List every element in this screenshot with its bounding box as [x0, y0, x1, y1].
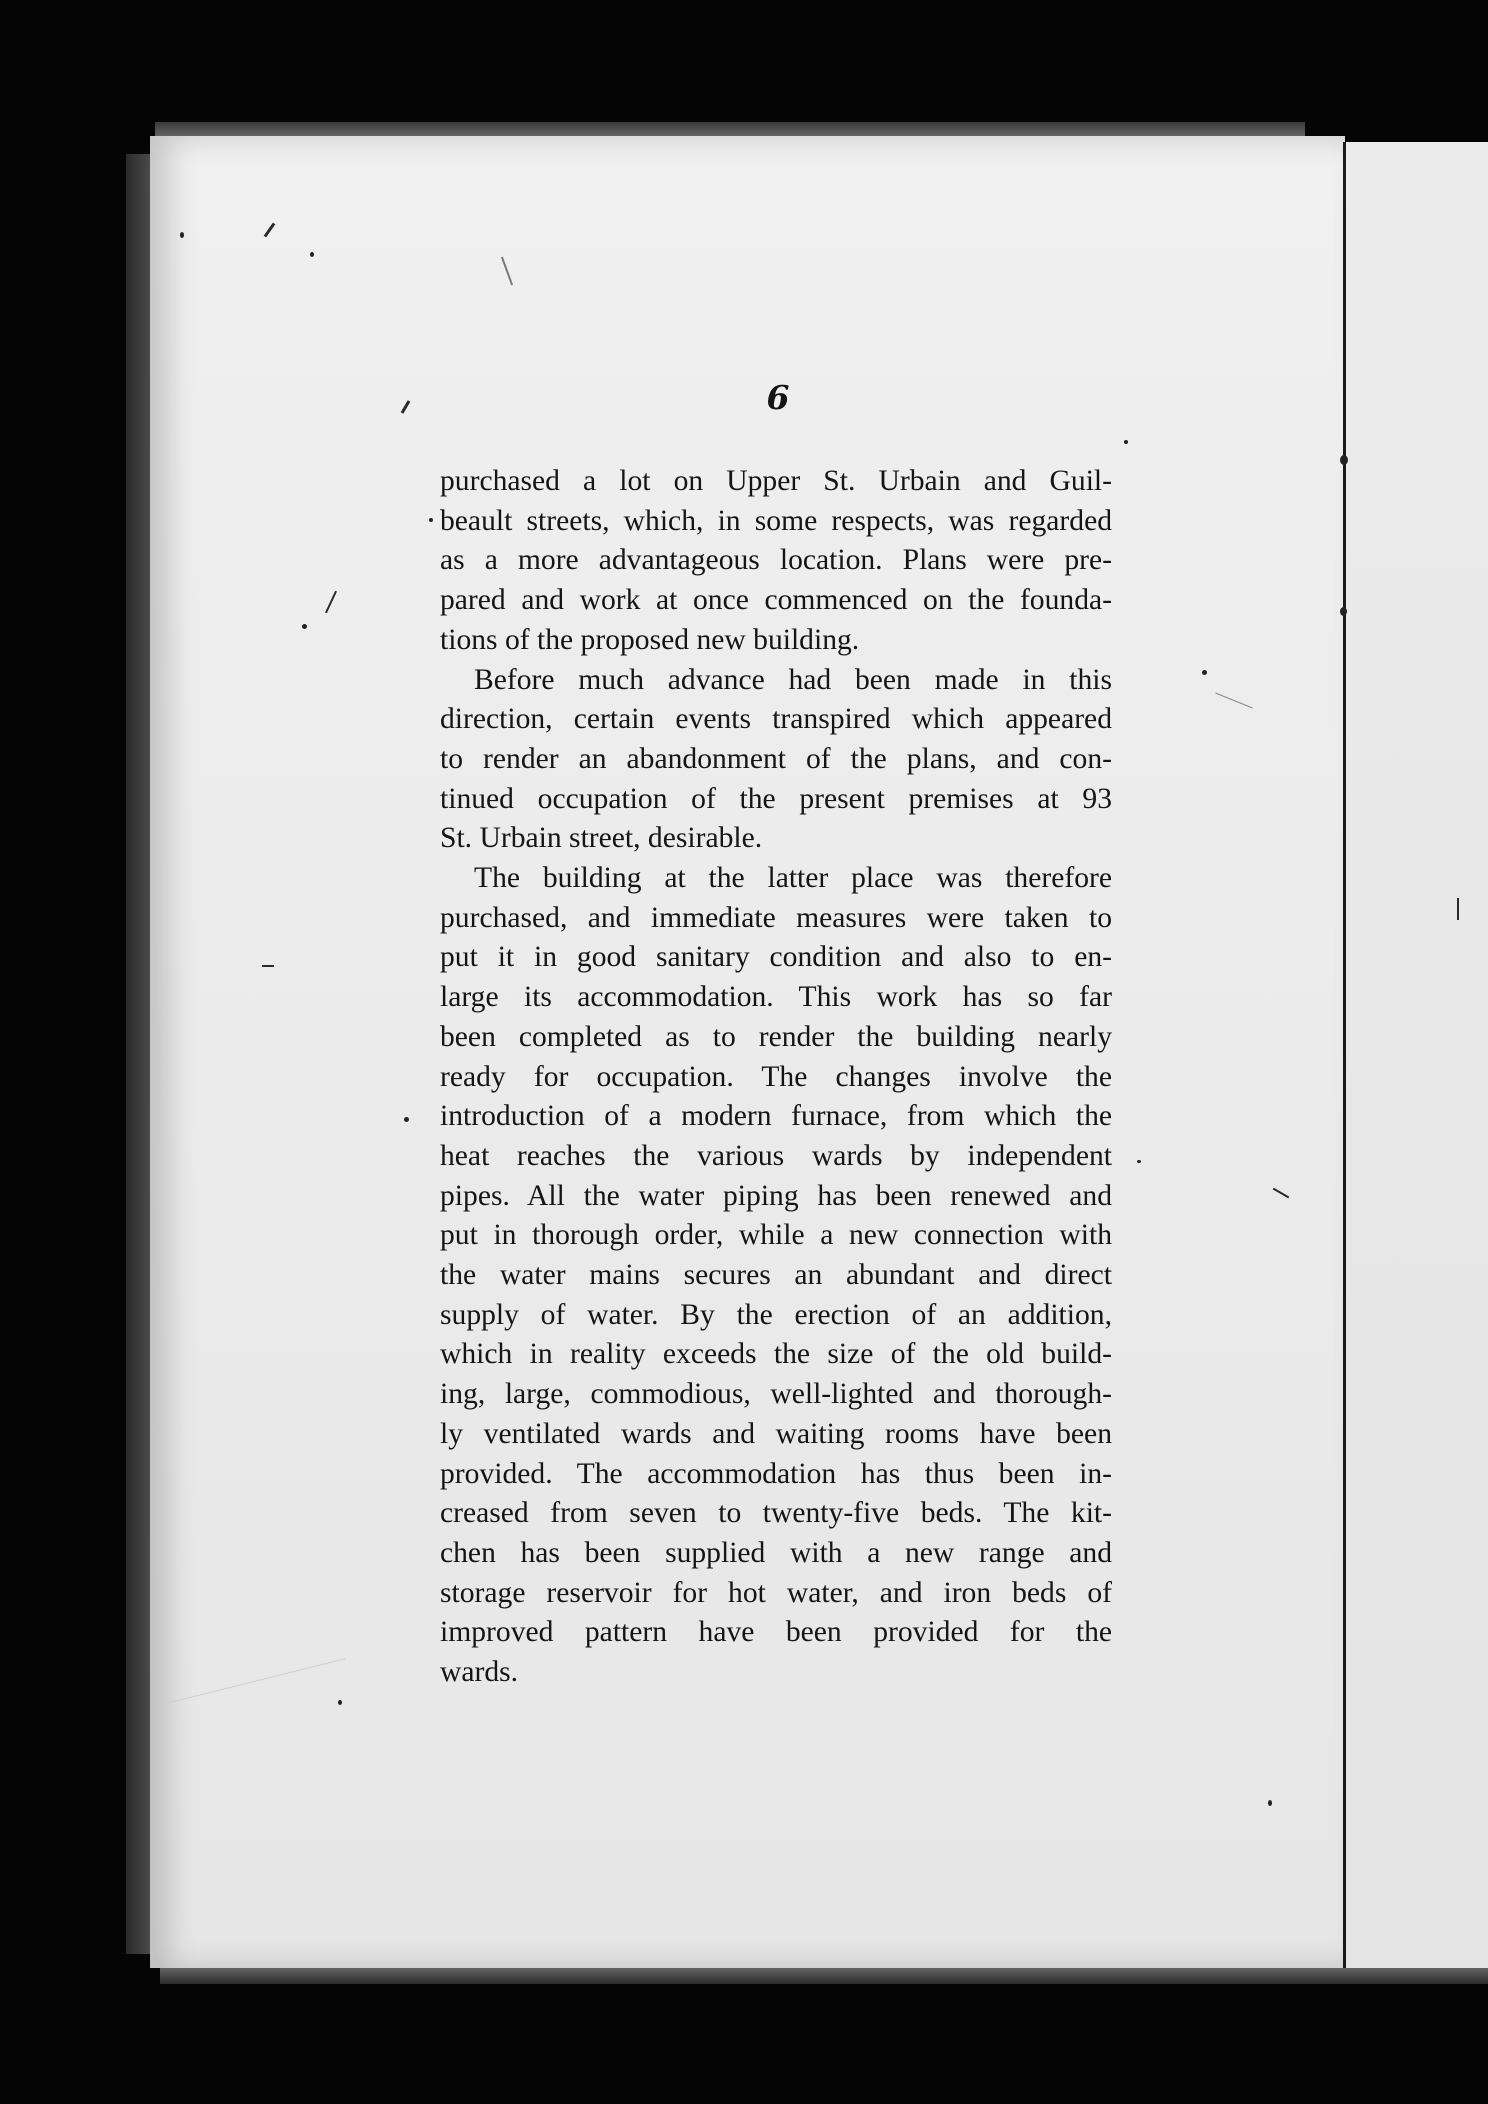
text-line: pipes. All the water piping has been renewed and: [440, 1179, 1112, 1212]
scan-speck: [1124, 440, 1128, 444]
facing-page-strip: [1345, 142, 1488, 1968]
scan-speck: [1268, 1800, 1272, 1806]
text-line: ing, large, commodious, well-lighted and thorough-: [440, 1378, 1112, 1411]
page-bottom-edge: [160, 1966, 1488, 1984]
scan-speck: [180, 232, 184, 238]
text-line: provided. The accommodation has thus been in-: [440, 1457, 1112, 1490]
scan-speck: [429, 518, 433, 522]
text-line: been completed as to render the building nearly: [440, 1020, 1112, 1053]
scan-speck: [1340, 607, 1347, 616]
text-line: The building at the latter place was therefore: [474, 862, 1112, 895]
text-line: chen has been supplied with a new range and: [440, 1536, 1112, 1569]
text-line: improved pattern have been provided for the: [440, 1616, 1112, 1649]
text-line: ly ventilated wards and waiting rooms have been: [440, 1417, 1112, 1450]
text-line: creased from seven to twenty-five beds. The kit-: [440, 1497, 1112, 1530]
text-line: storage reservoir for hot water, and iron beds of: [440, 1576, 1112, 1609]
text-line: wards.: [440, 1656, 519, 1689]
text-line: beault streets, which, in some respects, was regarded: [440, 504, 1112, 537]
text-line: direction, certain events transpired which appeared: [440, 703, 1112, 736]
text-line: ready for occupation. The changes involve the: [440, 1060, 1112, 1093]
page-gutter: [1343, 142, 1346, 1968]
text-line: purchased a lot on Upper St. Urbain and Guil-: [440, 465, 1112, 497]
text-line: St. Urbain street, desirable.: [440, 822, 763, 855]
text-line: tinued occupation of the present premises at 93: [440, 782, 1112, 815]
scan-speck: [1137, 1160, 1141, 1163]
text-line: which in reality exceeds the size of the old build-: [440, 1338, 1112, 1371]
scan-speck: [302, 624, 307, 629]
text-line: pared and work at once commenced on the founda-: [440, 584, 1112, 617]
text-line: Before much advance had been made in this: [474, 663, 1112, 696]
text-line: tions of the proposed new building.: [440, 623, 860, 656]
text-line: heat reaches the various wards by independent: [440, 1139, 1112, 1172]
text-line: purchased, and immediate measures were taken to: [440, 901, 1112, 934]
text-line: to render an abandonment of the plans, and con-: [440, 742, 1112, 775]
scan-speck: [404, 1117, 409, 1122]
text-line: large its accommodation. This work has so far: [440, 981, 1112, 1014]
text-line: the water mains secures an abundant and direct: [440, 1259, 1112, 1292]
scan-speck: [1340, 455, 1348, 465]
body-text: [440, 462, 1112, 1693]
page-number: 6: [766, 378, 790, 417]
text-line: supply of water. By the erection of an addition,: [440, 1298, 1112, 1331]
text-line: put in thorough order, while a new connection with: [440, 1219, 1112, 1252]
scan-speck: [310, 252, 314, 257]
text-line: as a more advantageous location. Plans were pre-: [440, 544, 1112, 577]
text-line: introduction of a modern furnace, from which the: [440, 1100, 1112, 1133]
scan-mark: [1457, 898, 1459, 920]
scan-speck: [1202, 670, 1207, 675]
scan-speck: [338, 1700, 342, 1705]
text-line: put it in good sanitary condition and also to en-: [440, 941, 1112, 974]
scan-mark: [262, 965, 274, 967]
